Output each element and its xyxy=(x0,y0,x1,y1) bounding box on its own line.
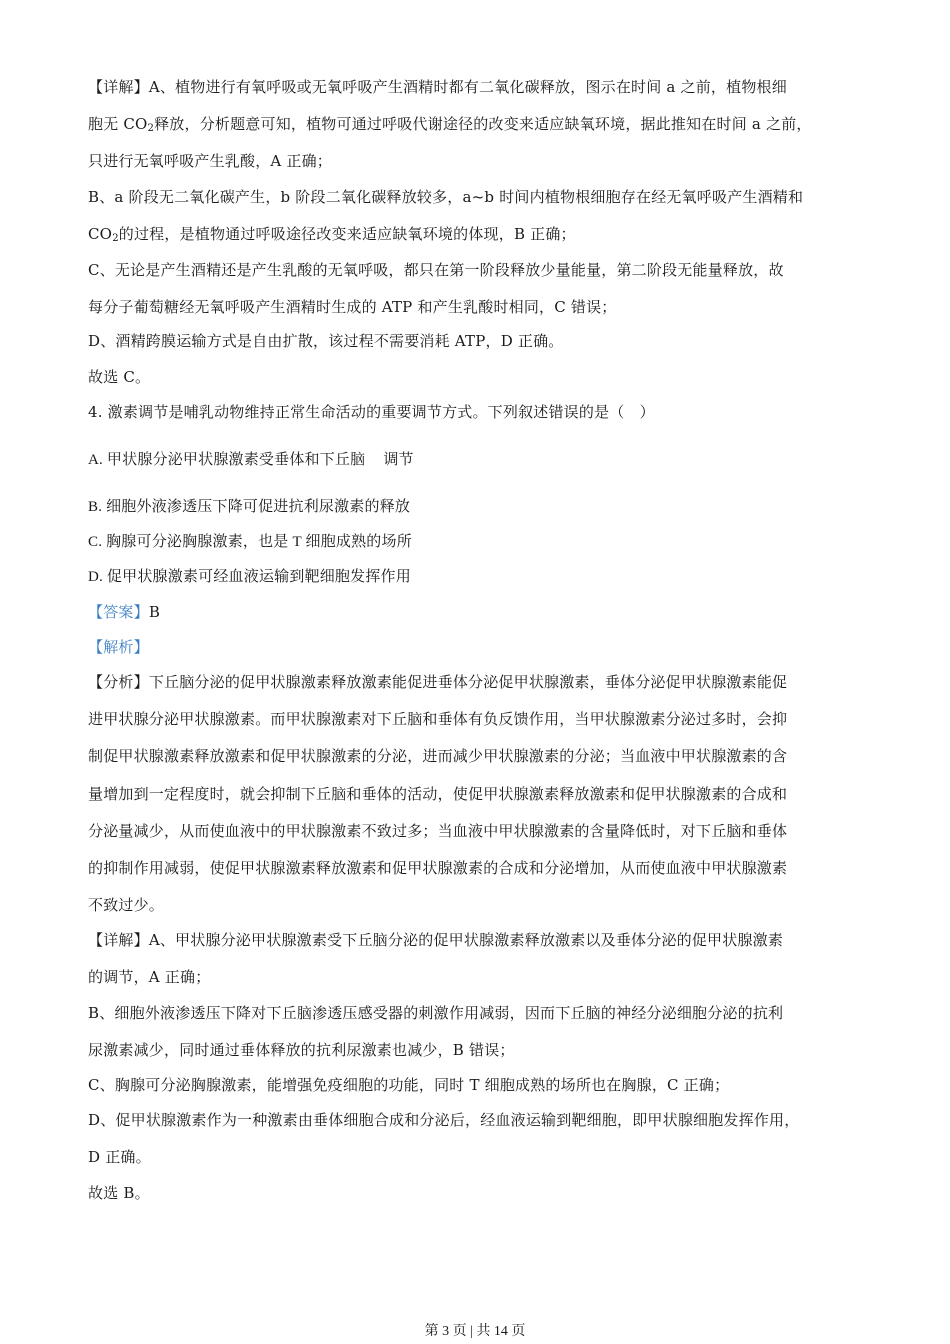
q4-analysis-line2: 进甲状腺分泌甲状腺激素。而甲状腺激素对下丘脑和垂体有负反馈作用，当甲状腺激素分泌过多时，会抑 xyxy=(88,710,788,728)
q4-stem: 4. 激素调节是哺乳动物维持正常生命活动的重要调节方式。下列叙述错误的是（ ） xyxy=(88,403,655,421)
q4-detail-line2: 的调节，A 正确； xyxy=(88,968,211,986)
q3-detail-a-line2: 胞无 $CO_2$释放，分析题意可知，植物可通过呼吸代谢途径的改变来适应缺氧环境，据此推知在时间 a 之前， xyxy=(88,115,812,134)
q3-detail-a-line3: 只进行无氧呼吸产生乳酸，A 正确； xyxy=(88,152,333,170)
q4-detail-line5: C、胸腺可分泌胸腺激素，能增强免疫细胞的功能，同时 T 细胞成熟的场所也在胸腺，C 正确； xyxy=(88,1076,730,1094)
q3-conclusion: 故选 C。 xyxy=(88,368,151,386)
q4-option-b: B. 细胞外液渗透压下降可促进抗利尿激素的释放 xyxy=(88,499,411,515)
q3-detail-d-line1: D、酒精跨膜运输方式是自由扩散，该过程不需要消耗 ATP，D 正确。 xyxy=(88,332,564,350)
q4-analysis-line7: 不致过少。 xyxy=(88,896,165,914)
q4-detail-line4: 尿激素减少，同时通过垂体释放的抗利尿激素也减少，B 错误； xyxy=(88,1041,515,1059)
q3-detail-a-line1: 【详解】A、植物进行有氧呼吸或无氧呼吸产生酒精时都有二氧化碳释放，图示在时间 a 之前，植物根细 xyxy=(88,78,787,96)
detail-sub-label: 【详解】 xyxy=(88,931,149,949)
q4-analysis-line1: 【分析】下丘脑分泌的促甲状腺激素释放激素能促进垂体分泌促甲状腺激素，垂体分泌促甲状腺激素能促 xyxy=(88,673,788,691)
q4-analysis-line6: 的抑制作用减弱，使促甲状腺激素释放激素和促甲状腺激素的合成和分泌增加，从而使血液中甲状腺激素 xyxy=(88,859,788,877)
q3-detail-b-line1: B、a 阶段无二氧化碳产生，b 阶段二氧化碳释放较多，a~b 时间内植物根细胞存在经无氧呼吸产生酒精和 xyxy=(88,188,804,206)
q3-detail-c-line2: 每分子葡萄糖经无氧呼吸产生酒精时生成的 ATP 和产生乳酸时相同，C 错误； xyxy=(88,298,617,316)
answer-value: B xyxy=(148,603,161,621)
q4-analysis-line4: 量增加到一定程度时，就会抑制下丘脑和垂体的活动，使促甲状腺激素释放激素和促甲状腺激素的合成和 xyxy=(88,785,788,803)
q4-option-d: D. 促甲状腺激素可经血液运输到靶细胞发挥作用 xyxy=(88,569,411,585)
analysis-label: 【解析】 xyxy=(88,638,149,656)
q4-detail-line1: 【详解】A、甲状腺分泌甲状腺激素受下丘脑分泌的促甲状腺激素释放激素以及垂体分泌的促甲状腺激素 xyxy=(88,931,784,949)
q3-detail-c-line1: C、无论是产生酒精还是产生乳酸的无氧呼吸，都只在第一阶段释放少量能量，第二阶段无能量释放，故 xyxy=(88,261,784,279)
q4-conclusion: 故选 B。 xyxy=(88,1184,150,1202)
q4-detail-line7: D 正确。 xyxy=(88,1148,151,1166)
page-footer: 第 3 页 | 共 14 页 xyxy=(424,1324,526,1339)
q4-option-c: C. 胸腺可分泌胸腺激素，也是 T 细胞成熟的场所 xyxy=(88,534,412,550)
detail-label: 【详解】 xyxy=(88,78,149,96)
q4-analysis-line5: 分泌量减少，从而使血液中的甲状腺激素不致过多；当血液中甲状腺激素的含量降低时，对下丘脑和垂体 xyxy=(88,822,788,840)
answer-label: 【答案】 xyxy=(88,603,149,621)
analysis-sub-label: 【分析】 xyxy=(88,673,149,691)
q4-detail-line6: D、促甲状腺激素作为一种激素由垂体细胞合成和分泌后，经血液运输到靶细胞，即甲状腺细胞发挥作用， xyxy=(88,1111,800,1129)
q4-analysis-line3: 制促甲状腺激素释放激素和促甲状腺激素的分泌，进而减少甲状腺激素的分泌；当血液中甲状腺激素的含 xyxy=(88,747,788,765)
q4-answer xyxy=(88,602,160,622)
q3-detail-b-line2: $CO_2$的过程，是植物通过呼吸途径改变来适应缺氧环境的体现，B 正确； xyxy=(88,225,576,244)
q4-option-a: A. 甲状腺分泌甲状腺激素受垂体和下丘脑 调节 xyxy=(88,452,414,468)
q4-detail-line3: B、细胞外液渗透压下降对下丘脑渗透压感受器的刺激作用减弱，因而下丘脑的神经分泌细胞分泌的抗利 xyxy=(88,1004,784,1022)
